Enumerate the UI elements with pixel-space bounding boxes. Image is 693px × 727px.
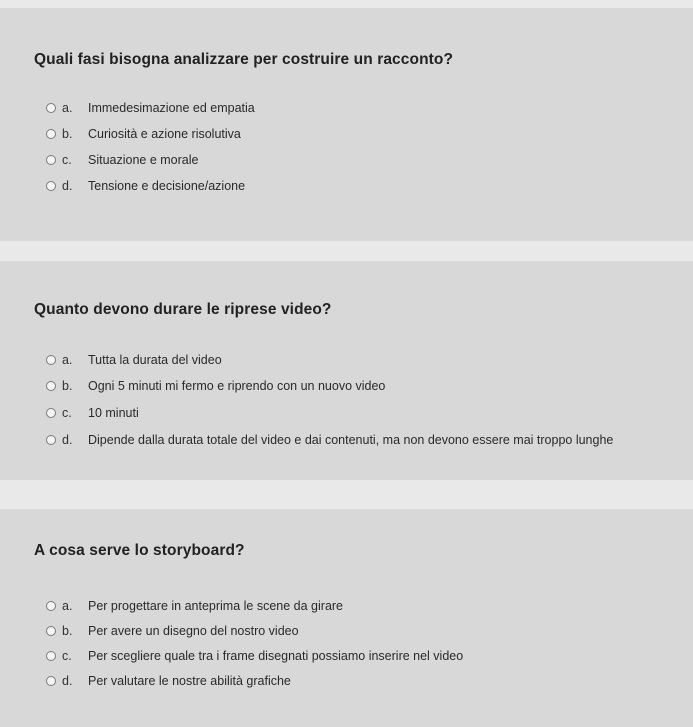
option-label[interactable]: Tensione e decisione/azione xyxy=(88,179,246,193)
option-a[interactable] xyxy=(46,347,613,373)
option-c[interactable] xyxy=(46,643,463,668)
radio-button[interactable] xyxy=(46,129,56,139)
radio-button[interactable] xyxy=(46,408,56,418)
option-label[interactable]: Immedesimazione ed empatia xyxy=(88,101,255,115)
question-title: Quali fasi bisogna analizzare per costruire un racconto? xyxy=(34,51,454,68)
option-label[interactable]: Per progettare in anteprima le scene da girare xyxy=(88,598,344,613)
option-d[interactable] xyxy=(46,668,463,693)
option-label[interactable]: Situazione e morale xyxy=(88,153,199,167)
option-b[interactable] xyxy=(46,618,463,643)
option-label[interactable]: Per avere un disegno del nostro video xyxy=(88,623,299,638)
option-label[interactable]: Curiosità e azione risolutiva xyxy=(88,127,241,141)
option-letter: c. xyxy=(62,153,72,167)
radio-button[interactable] xyxy=(46,601,56,611)
option-a[interactable] xyxy=(46,95,255,121)
radio-button[interactable] xyxy=(46,181,56,191)
option-label[interactable]: Per scegliere quale tra i frame disegnati possiamo inserire nel video xyxy=(88,648,464,663)
option-d[interactable] xyxy=(46,173,255,199)
question-card-2 xyxy=(0,261,693,480)
radio-button[interactable] xyxy=(46,626,56,636)
option-letter: a. xyxy=(62,598,73,613)
option-label[interactable]: Tutta la durata del video xyxy=(88,353,222,367)
option-letter: d. xyxy=(62,432,73,447)
radio-button[interactable] xyxy=(46,435,56,445)
radio-button[interactable] xyxy=(46,355,56,365)
answer-options xyxy=(46,593,463,693)
question-card-1 xyxy=(0,8,693,241)
option-label[interactable]: 10 minuti xyxy=(88,405,139,420)
option-letter: c. xyxy=(62,405,72,420)
answer-options xyxy=(46,347,613,453)
option-label[interactable]: Dipende dalla durata totale del video e dai contenuti, ma non devono essere mai troppo lunghe xyxy=(88,432,614,447)
question-card-3 xyxy=(0,509,693,727)
option-letter: b. xyxy=(62,379,73,393)
option-letter: b. xyxy=(62,623,73,638)
radio-button[interactable] xyxy=(46,381,56,391)
question-title: A cosa serve lo storyboard? xyxy=(34,542,245,559)
option-b[interactable] xyxy=(46,121,255,147)
option-b[interactable] xyxy=(46,373,613,399)
answer-options xyxy=(46,95,255,199)
radio-button[interactable] xyxy=(46,676,56,686)
option-label[interactable]: Ogni 5 minuti mi fermo e riprendo con un nuovo video xyxy=(88,379,386,393)
option-letter: c. xyxy=(62,648,72,663)
radio-button[interactable] xyxy=(46,103,56,113)
option-a[interactable] xyxy=(46,593,463,618)
option-letter: d. xyxy=(62,179,73,193)
option-letter: b. xyxy=(62,127,73,141)
radio-button[interactable] xyxy=(46,651,56,661)
question-title: Quanto devono durare le riprese video? xyxy=(34,301,332,318)
option-label[interactable]: Per valutare le nostre abilità grafiche xyxy=(88,673,291,688)
option-letter: a. xyxy=(62,353,73,367)
option-d[interactable] xyxy=(46,426,613,453)
option-c[interactable] xyxy=(46,399,613,426)
option-letter: a. xyxy=(62,101,73,115)
option-letter: d. xyxy=(62,673,73,688)
option-c[interactable] xyxy=(46,147,255,173)
radio-button[interactable] xyxy=(46,155,56,165)
